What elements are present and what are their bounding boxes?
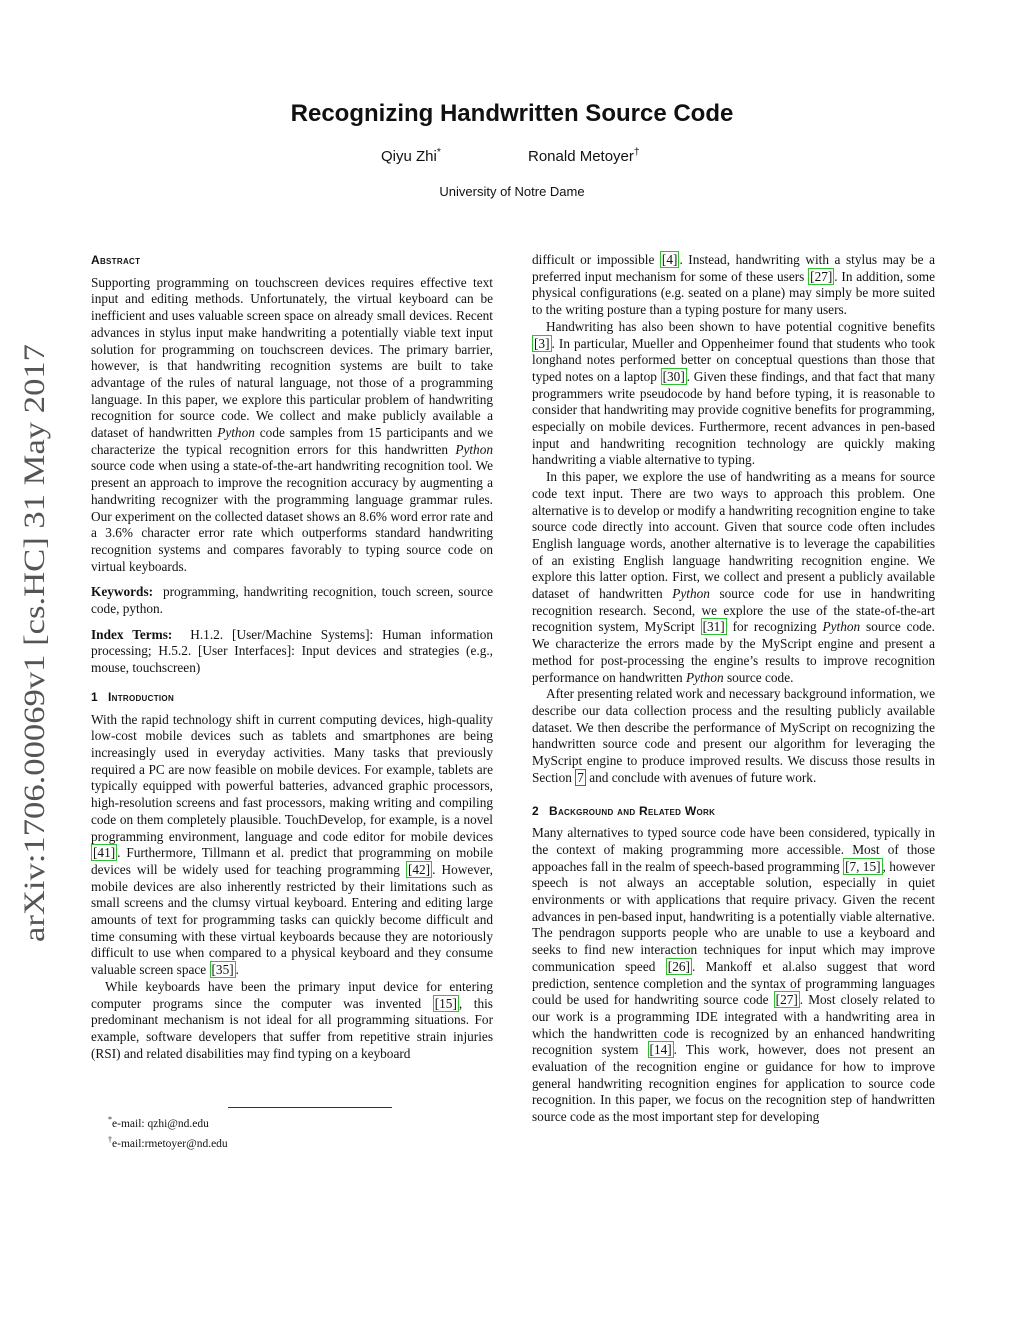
author-1-name: Qiyu Zhi [381,148,437,165]
citation-42[interactable]: [42] [407,861,431,877]
abstract-paragraph: Supporting programming on touchscreen devices requires effective text input and editing methods. Unfortunately, the virtual keyboard can be inefficient and uses valuable screen space on already small devices. Recent advances in stylus input make handwriting a potentially viable text input solution for programming on touchscreen devices. The primary barrier, however, is that handwriting recognition systems are built to take advantage of the rules of natural language, not those of a programming language. In this paper, we explore this particular problem of handwriting recognition for source code. We collect and make publicly available a dataset of handwritten Python code samples from 15 participants and we characterize the typical recognition errors for this handwritten Python source code when using a state-of-the-art handwriting recognition tool. We present an approach to improve the recognition accuracy by augmenting a handwriting recognizer with the programming language grammar rules. Our experiment on the collected dataset shows an 8.6% word error rate and a 3.6% character error rate which outperforms standard handwriting recognition systems and compares favorably to typing source code on virtual keyboards. [91,274,493,574]
citation-27[interactable]: [27] [810,268,833,284]
arxiv-stamp [10,342,56,942]
citation-3[interactable]: [3] [534,335,550,351]
citation-26[interactable]: [26] [667,958,690,974]
right-paragraph-2: Handwriting has also been shown to have potential cognitive benefits [3] . In particular, Mueller and Oppenheimer found that students who took longhand notes performed better on conceptual questions than those that typed notes on a laptop [30] . Given these findings, and that fact that many programmers write pseudocode by hand before typing, it is reasonable to consider that handwriting may provide cognitive benefits for programming, especially on mobile devices. Furthermore, recent advances in pen-based input and handwriting recognition technology are quickly making handwriting a viable alternative to typing. [532,318,936,468]
author-2 [528,146,640,165]
keywords: Keywords: programming, handwriting recognition, touch screen, source code, python. [91,584,493,617]
citation-35[interactable]: [35] [211,962,234,978]
author-1-mark: * [436,146,441,158]
index-terms: Index Terms: H.1.2. [User/Machine Systems]: Human information processing; H.5.2. [User Interfaces]: Input devices and strategies (e.g., mouse, touchscreen) [91,626,494,676]
right-paragraph-1: difficult or impossible [4] . Instead, handwriting with a stylus may be a preferred input mechanism for some of these users [27] . In addition, some physical configurations (e.g. seated on a plane) may simply be more suited to the writing posture than a typing posture for many users. [532,252,936,318]
intro-paragraph-1: With the rapid technology shift in current computing devices, high-quality low-cost mobile devices such as tablets and smartphones are being increasingly used in everyday activities. Many tasks that previously required a PC are now feasible on mobile devices. For example, tablets are typically equipped with powerful batteries, advanced graphic processors, high-resolution screens and fast processors, making writing and compiling code on them completely plausible. TouchDevelop, for example, is a novel programming environment, language and code editor for mobile devices [41] . Furthermore, Tillmann et al. predict that programming on mobile devices will be widely used for teaching programming [42] . However, mobile devices are also inherently restricted by their limitations such as small screens and the clumsy virtual keyboard. Entering and editing large amounts of text for programming tasks can quickly become difficult and time consuming with these virtual keyboards because they are notoriously difficult to use when compared to a physical keyboard and they consume valuable screen space [35] . [91,711,493,978]
footnotes [108,1112,228,1152]
author-2-name: Ronald Metoyer [528,148,634,165]
citation-14[interactable]: [14] [649,1042,672,1058]
right-column [532,252,935,1126]
citation-30[interactable]: [30] [662,368,685,384]
abstract-heading: Abstract [91,253,141,267]
background-paragraph-1: Many alternatives to typed source code have been considered, typically in the context of making programming more accessible. Most of those appoaches fall in the realm of speech-based programming [7, 15] , however speech is not always an acceptable solution, especially in quiet environments or with applications that require privacy. Given the recent advances in pen-based input, handwriting is a potentially viable alternative. The pendragon supports people who are unable to use a keyboard and seeks to find new interaction techniques for input which may improve communication speed [26] . Mankoff et al.also suggest that word prediction, sentence completion and the syntax of programming languages could be used for handwriting source code [27] . Most closely related to our work is a programming IDE integrated with a handwriting area in which the handwritten code is recognized by an enhanced handwriting recognition system [14] . This work, however, does not present an evaluation of the recognition engine or guidance for how to improve general handwriting recognition engines for application to source code recognition. In this paper, we focus on the recognition step of handwritten source code as the most important step for developing [532,825,935,1125]
right-paragraph-4: After presenting related work and necessary background information, we describe our data collection process and the resulting publicly available dataset. We then describe the performance of MyScript on recognizing the handwritten source code and present our algorithm for leveraging the MyScript engine to produce improved results. We discuss those results in Section 7 and conclude with avenues of future work. [532,686,935,785]
right-paragraph-3: In this paper, we explore the use of handwriting as a means for source code text input. There are two ways to approach this problem. One alternative is to develop or modify a handwriting recognition engine to take source code directly into account. Given that source code often includes English language words, another alternative is to leverage the capabilities of an existing English language handwriting recognition engine. We explore this latter option. First, we collect and present a publicly available dataset of handwritten Python source code for use in handwriting recognition research. Second, we explore the use of the state-of-the-art recognition system, MyScript [31] for recognizing Python source code. We characterize the errors made by the MyScript engine and present a method for post-processing the engine’s results to improve recognition performance on handwritten Python source code. [532,469,936,685]
paper-title: Recognizing Handwritten Source Code [290,100,734,127]
section-7-link[interactable]: 7 [577,769,584,785]
affiliation: University of Notre Dame [439,184,585,199]
citation-4[interactable]: [4] [661,252,678,267]
citation-31[interactable]: [31] [702,619,725,635]
author-2-mark: † [633,146,640,158]
footnote-2: †e-mail:rmetoyer@nd.edu [108,1134,228,1150]
citation-27b[interactable]: [27] [775,992,798,1008]
intro-heading: 1 Introduction [91,689,175,704]
citation-7-15[interactable]: [7, 15] [845,858,881,874]
citation-41[interactable]: [41] [93,845,116,861]
author-1 [381,146,441,165]
footnote-rule [228,1107,392,1108]
citation-15[interactable]: [15] [434,995,457,1011]
arxiv-stamp-text: arXiv:1706.00069v1 [cs.HC] 31 May 2017 [18,423,51,942]
intro-paragraph-2: While keyboards have been the primary input device for entering computer programs since the computer was invented [15] , this predominant mechanism is not ideal for all programming situations. For example, software developers that suffer from repetitive strain injuries (RSI) and related disabilities may find typing on a keyboard [91,978,493,1061]
left-column [91,252,493,1062]
background-heading: 2 Background and Related Work [532,803,716,818]
footnote-1: *e-mail: qzhi@nd.edu [108,1115,209,1130]
